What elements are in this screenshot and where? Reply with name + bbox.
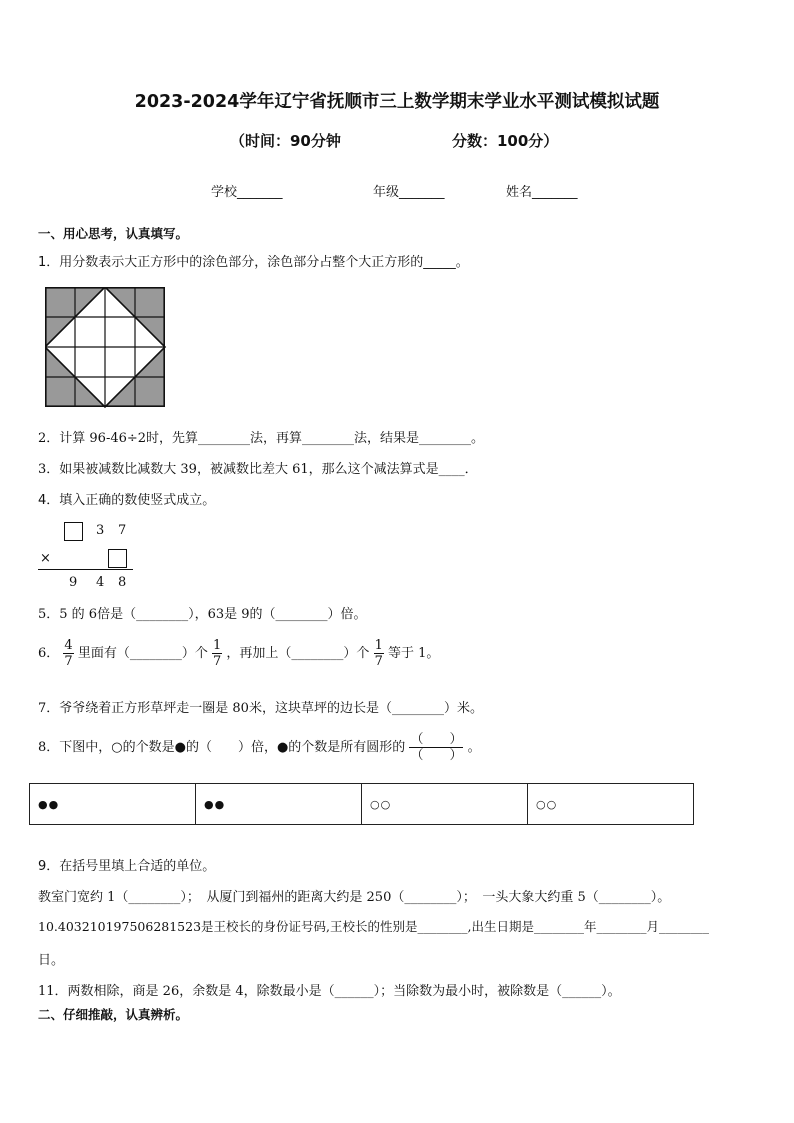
table-row xyxy=(30,784,694,825)
question-3: 3．如果被减数比减数大 39，被减数比差大 61，那么这个减法算式是____． xyxy=(38,462,478,477)
table-cell: ○○ xyxy=(362,784,528,825)
q8-end: 。 xyxy=(467,740,481,755)
sum-line xyxy=(38,569,133,570)
fraction-1-7-b xyxy=(374,638,384,669)
blank-box-2[interactable] xyxy=(108,549,127,568)
q6-part1: 里面有（________）个 xyxy=(77,646,208,661)
q6-part2: ，再加上（________）个 xyxy=(226,646,370,661)
fraction-numerator: 4 xyxy=(64,638,73,653)
blank-box-1[interactable] xyxy=(64,522,83,541)
exam-time: （时间：90分钟 xyxy=(230,132,341,150)
question-9-items: 教室门宽约 1（________）； 从厦门到福州的距离大约是 250（________）； 一头大象大约重 5（________）。 xyxy=(38,890,671,905)
fraction-4-7 xyxy=(63,638,73,669)
fraction-numerator: 1 xyxy=(213,638,222,653)
question-5: 5．5 的 6倍是（________），63是 9的（________）倍。 xyxy=(38,607,367,622)
name-field: 姓名_______ xyxy=(506,185,578,200)
section-2-heading: 二、仔细推敲，认真辨析。 xyxy=(38,1007,189,1022)
table-cell: ○○ xyxy=(528,784,694,825)
question-2: 2．计算 96-46÷2时，先算________法，再算________法，结果是________。 xyxy=(38,431,485,446)
shaded-square-figure xyxy=(45,287,167,409)
question-8 xyxy=(38,732,481,763)
circles-table xyxy=(29,783,694,825)
result-digit-4: 4 xyxy=(96,575,105,590)
table-cell: ●● xyxy=(30,784,196,825)
question-7: 7．爷爷绕着正方形草坪走一圈是 80米，这块草坪的边长是（________）米。 xyxy=(38,701,483,716)
fraction-denominator: 7 xyxy=(374,654,383,669)
question-1: 1．用分数表示大正方形中的涂色部分，涂色部分占整个大正方形的_____。 xyxy=(38,255,469,270)
fraction-numerator: 1 xyxy=(374,638,383,653)
school-field: 学校_______ xyxy=(211,185,283,200)
section-1-heading: 一、用心思考，认真填写。 xyxy=(38,226,189,241)
question-11: 11．两数相除，商是 26，余数是 4，除数最小是（______）；当除数为最小时，被除数是（______）。 xyxy=(38,984,621,999)
question-9: 9．在括号里填上合适的单位。 xyxy=(38,859,216,874)
fraction-numerator: （ ） xyxy=(410,732,463,747)
question-10-end: 日。 xyxy=(38,953,65,968)
exam-score: 分数：100分） xyxy=(452,132,559,150)
result-digit-9: 9 xyxy=(69,575,78,590)
q6-part3: 等于 1。 xyxy=(388,646,440,661)
page-title: 2023-2024学年辽宁省抚顺市三上数学期末学业水平测试模拟试题 xyxy=(134,92,660,112)
question-6 xyxy=(38,638,439,669)
question-10: 10.403210197506281523是王校长的身份证号码,王校长的性别是________,出生日期是________年________月________ xyxy=(38,919,709,934)
fraction-denominator: （ ） xyxy=(410,748,463,763)
times-sign: × xyxy=(40,551,51,566)
fraction-denominator: 7 xyxy=(64,654,73,669)
grade-field: 年级_______ xyxy=(373,185,445,200)
q8-text: 8．下图中，○的个数是●的（ ）倍，●的个数是所有圆形的 xyxy=(38,740,406,755)
fraction-denominator: 7 xyxy=(213,654,222,669)
digit-3: 3 xyxy=(96,523,105,538)
fraction-1-7 xyxy=(212,638,222,669)
blank-fraction xyxy=(409,732,463,763)
table-cell: ●● xyxy=(196,784,362,825)
question-4: 4．填入正确的数使竖式成立。 xyxy=(38,493,216,508)
digit-7: 7 xyxy=(118,523,127,538)
q6-prefix: 6． xyxy=(38,646,60,661)
result-digit-8: 8 xyxy=(118,575,127,590)
